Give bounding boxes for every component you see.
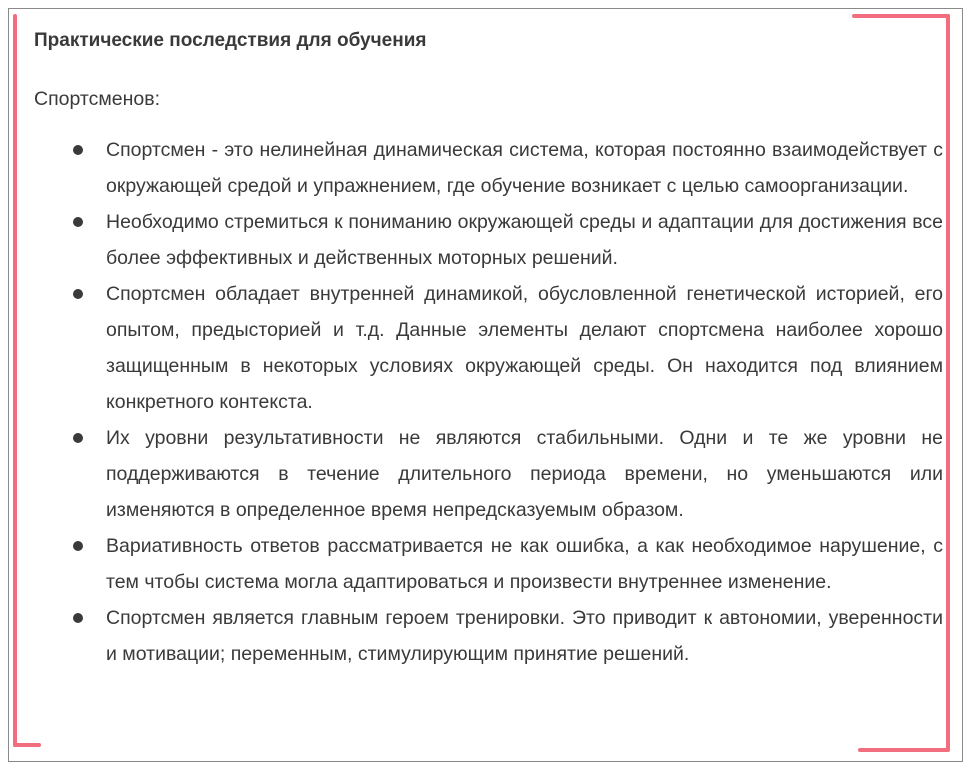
- list-item: [0, 600, 973, 672]
- bullet-icon: [73, 289, 83, 299]
- document-title: Практические последствия для обучения: [34, 30, 427, 51]
- intro-text: Спортсменов:: [34, 88, 161, 110]
- bullet-icon: [73, 613, 83, 623]
- list-item-text: Спортсмен обладает внутренней динамикой, обусловленной генетической историей, его опытом, предысторией и т.д. Данные элементы делают спортсмена наиболее хорошо защищенным в некоторых условиях окружающей среды. Он находится под влиянием конкретного контекста.: [106, 283, 943, 413]
- red-bracket-right-top: [852, 14, 950, 18]
- list-item: [0, 528, 973, 600]
- red-bracket-left-bottom: [13, 743, 41, 747]
- list-item-text: Спортсмен - это нелинейная динамическая система, которая постоянно взаимодействует с окружающей средой и упражнением, где обучение возникает с целью самоорганизации.: [106, 139, 943, 197]
- list-item-text: Спортсмен является главным героем тренировки. Это приводит к автономии, уверенности и мотивации; переменным, стимулирующим принятие решений.: [106, 607, 943, 665]
- list-item: [0, 276, 973, 420]
- list-item: [0, 204, 973, 276]
- bullet-icon: [73, 433, 83, 443]
- bullet-icon: [73, 217, 83, 227]
- list-item: [0, 132, 973, 204]
- red-bracket-right-bottom: [858, 748, 950, 752]
- bullet-icon: [73, 541, 83, 551]
- list-item-text: Их уровни результативности не являются стабильными. Одни и те же уровни не поддерживаются в течение длительного периода времени, но уменьшаются или изменяются в определенное время непредсказуемым образом.: [106, 427, 943, 521]
- list-item-text: Вариативность ответов рассматривается не как ошибка, а как необходимое нарушение, с тем чтобы система могла адаптироваться и произвести внутреннее изменение.: [106, 535, 943, 593]
- bullet-icon: [73, 145, 83, 155]
- list-item-text: Необходимо стремиться к пониманию окружающей среды и адаптации для достижения все более эффективных и действенных моторных решений.: [106, 211, 943, 269]
- bullet-list: [0, 132, 973, 672]
- list-item: [0, 420, 973, 528]
